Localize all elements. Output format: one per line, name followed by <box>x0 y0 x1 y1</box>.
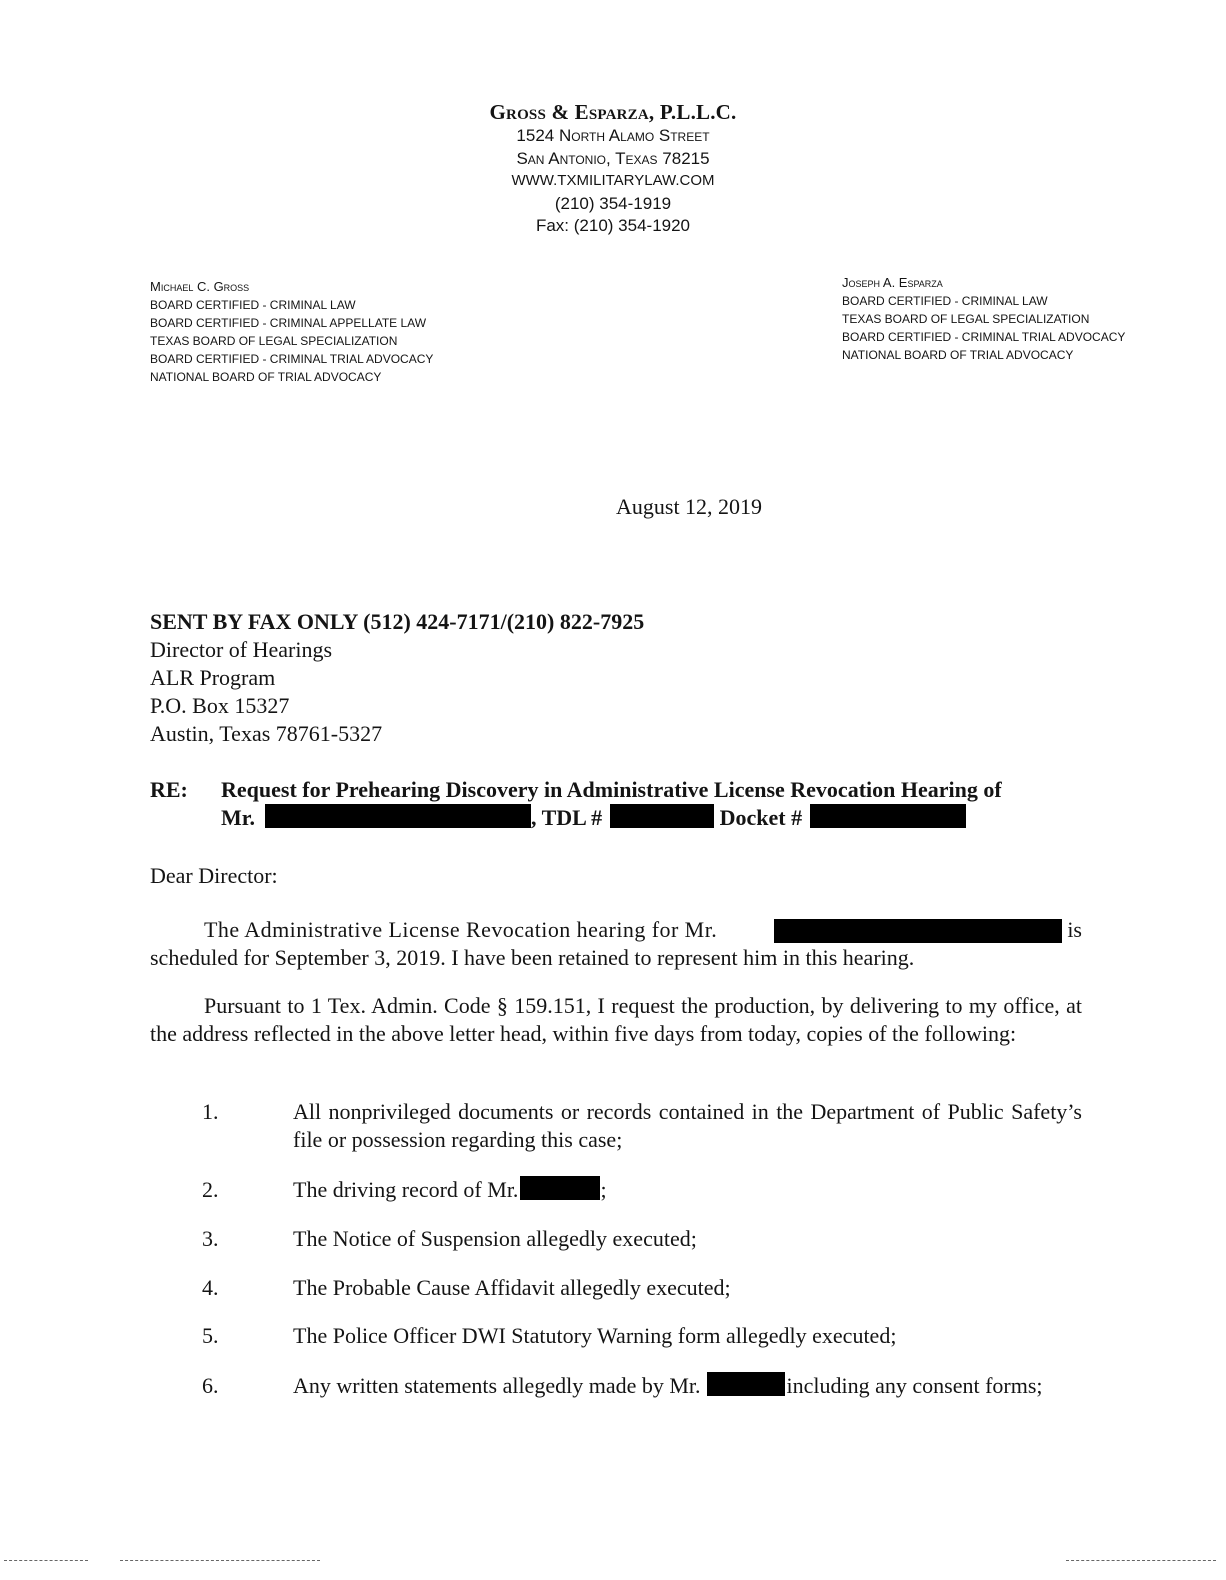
recipient-line: Director of Hearings <box>150 637 333 662</box>
paragraph-2: Pursuant to 1 Tex. Admin. Code § 159.151, I request the production, by delivering to my office, at the address reflected in the above letter head, within five days from today, copies of the following: <box>150 993 1082 1046</box>
attorney-left-line: BOARD CERTIFIED - CRIMINAL TRIAL ADVOCACY <box>150 352 434 366</box>
firm-name: Gross & Esparza, P.L.L.C. <box>489 100 737 124</box>
scan-artifact <box>1066 1560 1216 1562</box>
list-text: Any written statements allegedly made by Mr. <box>293 1373 701 1398</box>
attorney-right-line: NATIONAL BOARD OF TRIAL ADVOCACY <box>842 348 1074 362</box>
attorney-right-line: BOARD CERTIFIED - CRIMINAL TRIAL ADVOCACY <box>842 330 1126 344</box>
attorney-left-line: BOARD CERTIFIED - CRIMINAL LAW <box>150 298 356 312</box>
list-text: The Police Officer DWI Statutory Warning form allegedly executed; <box>293 1323 897 1348</box>
list-text-wrap <box>293 1176 1082 1204</box>
list-number: 1. <box>202 1099 219 1124</box>
list-number: 3. <box>202 1226 219 1251</box>
list-text-after: ; <box>600 1177 607 1202</box>
redaction-name <box>265 804 531 828</box>
recipient-line: P.O. Box 15327 <box>150 693 290 718</box>
p1-text-b: is <box>1067 917 1082 942</box>
attorney-right-name: Joseph A. Esparza <box>842 275 943 290</box>
firm-city: San Antonio, Texas 78215 <box>516 148 710 168</box>
attorney-right-line: BOARD CERTIFIED - CRIMINAL LAW <box>842 294 1048 308</box>
list-text: The Probable Cause Affidavit allegedly executed; <box>293 1275 731 1300</box>
fax-line: SENT BY FAX ONLY (512) 424-7171/(210) 822-7925 <box>150 609 645 634</box>
letter-date: August 12, 2019 <box>616 494 763 519</box>
paragraph-1-line2: scheduled for September 3, 2019. I have been retained to represent him in this hearing. <box>150 945 915 970</box>
attorney-right <box>842 274 1125 364</box>
attorney-left-name: Michael C. Gross <box>150 279 250 294</box>
list-number: 5. <box>202 1323 219 1348</box>
firm-website: WWW.TXMILITARYLAW.COM <box>511 172 715 189</box>
scan-artifact <box>120 1560 320 1562</box>
list-text: The Notice of Suspension allegedly executed; <box>293 1226 697 1251</box>
redaction-name-short <box>707 1372 785 1396</box>
re-tdl: , TDL # <box>531 805 603 830</box>
list-text: The driving record of Mr. <box>293 1177 519 1202</box>
redaction-tdl <box>610 804 714 828</box>
letterhead <box>0 100 1226 238</box>
redaction-name-short <box>520 1176 600 1200</box>
attorney-right-line: TEXAS BOARD OF LEGAL SPECIALIZATION <box>842 312 1090 326</box>
p1-text-a: The Administrative License Revocation hearing for Mr. <box>204 917 718 942</box>
re-docket: Docket # <box>714 805 803 830</box>
firm-phone: (210) 354-1919 <box>554 193 672 213</box>
re-mr: Mr. <box>221 805 256 830</box>
paragraph-1 <box>150 916 1082 972</box>
redaction-docket <box>810 804 966 828</box>
list-number: 4. <box>202 1275 219 1300</box>
paragraph-1-line1 <box>150 916 1082 944</box>
list-text: All nonprivileged documents or records contained in the Department of Public Safety’s file or possession regarding this case; <box>293 1099 1082 1152</box>
recipient-block <box>150 608 644 748</box>
re-label: RE: <box>150 777 188 802</box>
attorney-left <box>150 278 433 386</box>
scan-artifact <box>4 1560 88 1562</box>
re-subject-line2 <box>221 804 1002 832</box>
firm-fax: Fax: (210) 354-1920 <box>535 216 691 235</box>
re-subject <box>221 776 1002 832</box>
recipient-line: Austin, Texas 78761-5327 <box>150 721 383 746</box>
salutation: Dear Director: <box>150 863 278 888</box>
list-text-after: including any consent forms; <box>786 1373 1043 1398</box>
list-number: 2. <box>202 1177 219 1202</box>
attorney-left-line: NATIONAL BOARD OF TRIAL ADVOCACY <box>150 370 382 384</box>
list-number: 6. <box>202 1373 219 1398</box>
re-subject-line1: Request for Prehearing Discovery in Administrative License Revocation Hearing of <box>221 777 1002 802</box>
list-text-wrap <box>293 1372 1082 1400</box>
recipient-line: ALR Program <box>150 665 276 690</box>
attorney-left-line: BOARD CERTIFIED - CRIMINAL APPELLATE LAW <box>150 316 427 330</box>
firm-street: 1524 North Alamo Street <box>516 126 710 145</box>
attorney-left-line: TEXAS BOARD OF LEGAL SPECIALIZATION <box>150 334 398 348</box>
redaction-client-name <box>774 919 1062 943</box>
